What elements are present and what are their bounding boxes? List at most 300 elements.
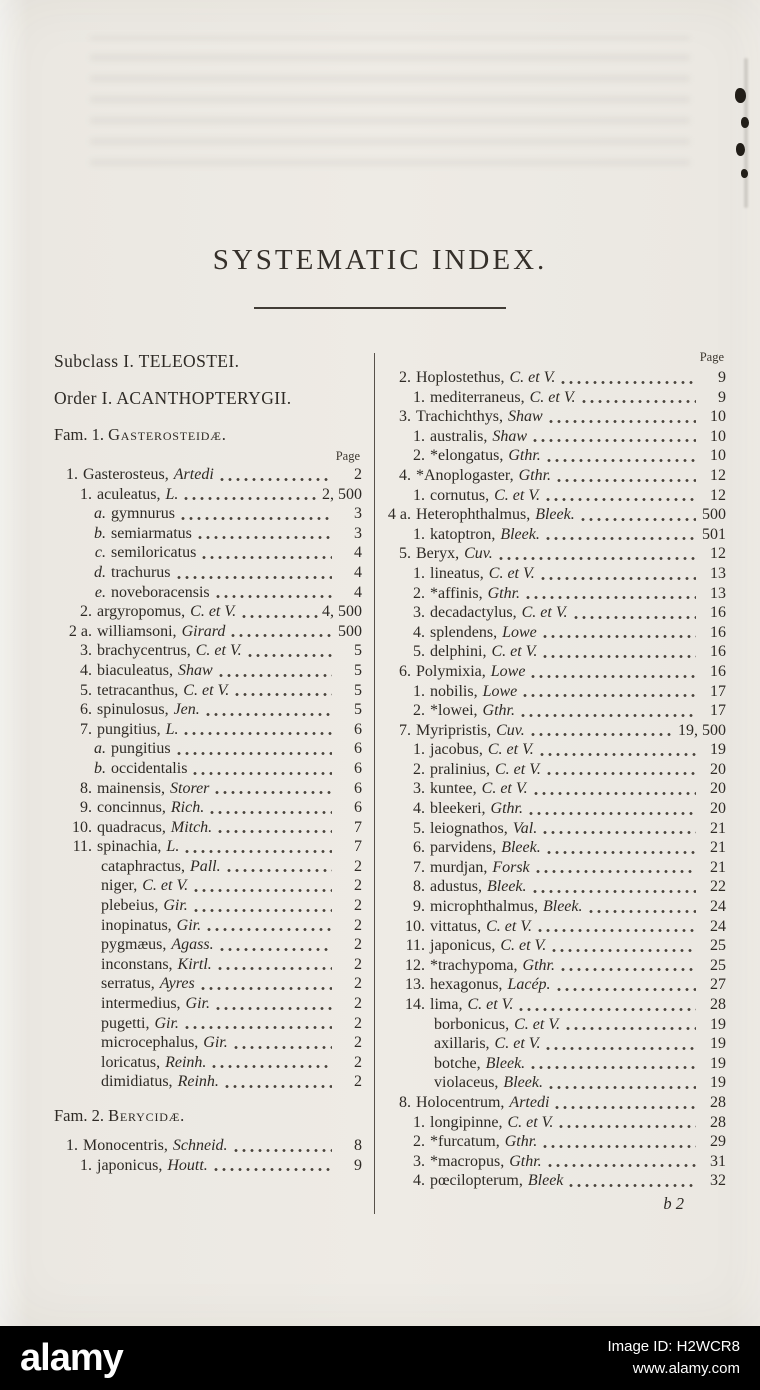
entry-author: Agass. <box>171 936 214 954</box>
entry-number: 3. <box>80 642 92 660</box>
index-entry <box>387 760 726 780</box>
index-entry <box>54 896 362 916</box>
leader-dots <box>218 966 332 971</box>
entry-author: Kirtl. <box>177 955 212 973</box>
leader-dots <box>574 615 696 620</box>
entry-name: adustus, <box>430 878 482 896</box>
entry-author: Lowe <box>490 662 526 680</box>
entry-number: 11. <box>405 937 425 955</box>
entry-page-number: 2 <box>354 1073 362 1091</box>
index-entry <box>54 1053 362 1073</box>
leader-dots <box>216 1006 332 1011</box>
leader-dots <box>248 653 332 658</box>
entry-author: Artedi <box>509 1093 550 1111</box>
entry-number: 4. <box>413 1172 425 1190</box>
entry-name: microcephalus, <box>101 1034 199 1052</box>
index-entry <box>387 368 726 388</box>
entry-number: 4. <box>80 661 92 679</box>
entry-author: Cuv. <box>496 721 525 739</box>
entry-name: delphini, <box>430 643 487 661</box>
entry-author: Jen. <box>173 701 200 719</box>
entry-page-number: 2 <box>354 995 362 1013</box>
entry-name: jacobus, <box>430 741 483 759</box>
entry-author: Houtt. <box>167 1156 208 1174</box>
scan-artifact <box>735 88 746 103</box>
leader-dots <box>220 477 332 482</box>
entry-page-number: 16 <box>710 604 726 622</box>
leader-dots <box>548 1163 696 1168</box>
entry-name: aculeatus, <box>97 485 161 503</box>
index-entry <box>387 975 726 995</box>
entry-page-number: 21 <box>710 819 726 837</box>
entry-author: C. et V. <box>190 603 237 621</box>
scan-artifact <box>736 143 745 156</box>
index-entry <box>387 544 726 564</box>
entry-name: parvidens, <box>430 839 497 857</box>
entry-author: Shaw <box>177 661 213 679</box>
index-entry <box>387 388 726 408</box>
entry-name: Gasterosteus, <box>83 466 169 483</box>
entry-number: 3. <box>413 1152 425 1170</box>
entry-author: Gir. <box>203 1034 228 1052</box>
entry-page-number: 20 <box>710 800 726 818</box>
entry-page-number: 7 <box>354 838 362 856</box>
leader-dots <box>177 575 332 580</box>
entry-page-number: 19 <box>710 1054 726 1072</box>
entry-page-number: 16 <box>710 623 726 641</box>
entry-name: concinnus, <box>97 799 166 817</box>
index-entry <box>387 897 726 917</box>
entry-page-number: 13 <box>710 564 726 582</box>
entry-name: nobilis, <box>430 682 478 700</box>
entry-name: mediterraneus, <box>430 388 525 406</box>
entry-page-number: 3 <box>354 505 362 523</box>
leader-dots <box>531 674 696 679</box>
entry-author: L. <box>165 720 179 738</box>
entry-name: japonicus, <box>97 1156 163 1174</box>
entry-name: Monocentris, <box>83 1137 168 1154</box>
leader-dots <box>201 986 332 991</box>
index-entry <box>54 720 362 740</box>
entry-number: 2. <box>413 760 425 778</box>
entry-name: dimidiatus, <box>101 1073 173 1091</box>
entry-author: C. et V. <box>521 604 568 622</box>
index-entry <box>54 876 362 896</box>
leader-dots <box>555 1105 696 1110</box>
index-entry <box>387 623 726 643</box>
index-entry <box>387 1093 726 1113</box>
entry-author: Shaw <box>507 408 543 426</box>
entry-name: australis, <box>430 427 488 445</box>
index-entry <box>387 466 726 486</box>
entry-author: Girard <box>181 622 226 640</box>
entry-page-number: 16 <box>710 662 726 680</box>
leader-dots <box>533 889 696 894</box>
entry-page-number: 6 <box>354 799 362 817</box>
entry-author: C. et V. <box>529 388 576 406</box>
entry-number: 3. <box>413 604 425 622</box>
entry-number: 8. <box>413 878 425 896</box>
entry-author: Bleek <box>527 1172 564 1190</box>
leader-dots <box>561 967 696 972</box>
entry-number: 7. <box>413 858 425 876</box>
entry-page-number: 10 <box>710 408 726 426</box>
entry-number: 7. <box>80 720 92 738</box>
index-entry <box>54 543 362 563</box>
family-2-name: Berycidæ. <box>108 1106 186 1125</box>
entry-author: Gir. <box>185 995 210 1013</box>
entry-page-number: 2 <box>354 877 362 895</box>
index-entry <box>387 662 726 682</box>
entry-author: Gthr. <box>504 1133 538 1151</box>
column-divider-rule <box>374 353 375 1214</box>
leader-dots <box>582 399 696 404</box>
entry-page-number: 5 <box>354 661 362 679</box>
entry-page-number: 7 <box>354 818 362 836</box>
entry-number: 1. <box>413 682 425 700</box>
entry-page-number: 24 <box>710 917 726 935</box>
family-2-heading <box>54 1106 362 1126</box>
entry-name: spinachia, <box>97 838 162 856</box>
entry-number: d. <box>94 563 106 581</box>
entry-name: Heterophthalmus, <box>416 506 531 524</box>
entry-name: niger, <box>101 877 138 895</box>
entry-name: leiognathos, <box>430 819 508 837</box>
entry-name: quadracus, <box>97 818 166 836</box>
entry-author: Gthr. <box>482 702 515 720</box>
entry-name: tetracanthus, <box>97 681 179 699</box>
entry-author: Val. <box>512 819 538 837</box>
entry-name: pungitius, <box>97 720 161 738</box>
right-column <box>387 351 726 1214</box>
entry-author: Shaw <box>492 427 527 445</box>
entry-name: *lowei, <box>430 702 478 720</box>
index-entry <box>387 1113 726 1133</box>
entry-name: vittatus, <box>430 917 482 935</box>
page-column-label-left: Page <box>335 449 360 463</box>
index-entry <box>387 603 726 623</box>
entry-number: 10. <box>405 917 425 935</box>
index-entry <box>54 524 362 544</box>
alamy-logo: alamy <box>20 1337 123 1379</box>
entry-name: decadactylus, <box>430 604 517 622</box>
leader-dots <box>219 673 332 678</box>
leader-dots <box>538 928 696 933</box>
entry-name: inconstans, <box>101 955 173 973</box>
entry-number: 1. <box>413 1113 425 1131</box>
entry-author: C. et V. <box>494 1035 541 1053</box>
entry-author: C. et V. <box>488 564 535 582</box>
leader-dots <box>198 535 332 540</box>
index-entry <box>387 1015 726 1035</box>
entry-page-number: 4 <box>354 583 362 601</box>
entry-page-number: 22 <box>710 878 726 896</box>
entry-page-number: 21 <box>710 858 726 876</box>
entry-name: splendens, <box>430 623 498 641</box>
entry-number: 1. <box>413 564 425 582</box>
entry-page-number: 6 <box>354 740 362 758</box>
entry-number: 8. <box>399 1093 411 1111</box>
index-entry <box>387 799 726 819</box>
entry-author: C. et V. <box>495 760 541 778</box>
leader-dots <box>234 1045 332 1050</box>
index-entry <box>387 917 726 937</box>
leader-dots <box>193 771 332 776</box>
entry-name: Myripristis, <box>416 721 492 739</box>
entry-number: 5. <box>80 681 92 699</box>
index-entry <box>387 642 726 662</box>
entry-number: a. <box>94 740 106 758</box>
entry-name: cataphractus, <box>101 857 185 875</box>
entry-page-number: 2 <box>354 936 362 954</box>
entry-author: Gthr. <box>490 800 523 818</box>
entry-number: 9. <box>80 799 92 817</box>
leader-dots <box>212 1064 332 1069</box>
leader-dots <box>589 909 696 914</box>
entry-name: violaceus, <box>434 1074 499 1092</box>
entry-number: e. <box>94 583 106 601</box>
index-entry <box>387 486 726 506</box>
entry-author: C. et V. <box>486 917 533 935</box>
leader-dots <box>218 829 332 834</box>
entry-name: axillaris, <box>434 1035 490 1053</box>
entry-author: Schneid. <box>172 1137 228 1154</box>
entry-page-number: 3 <box>354 524 362 542</box>
entry-number: 2. <box>399 369 411 386</box>
entry-page-number: 500 <box>702 506 726 524</box>
entry-name: gymnurus <box>111 505 175 523</box>
entry-number: 14. <box>405 996 425 1013</box>
index-entry <box>387 584 726 604</box>
entry-author: Pall. <box>189 857 221 875</box>
entry-page-number: 13 <box>710 584 726 602</box>
entry-number: 4. <box>399 466 411 484</box>
entry-number: 11. <box>72 838 92 856</box>
leader-dots <box>235 692 332 697</box>
left-column-entries <box>54 465 362 1092</box>
entry-author: Gthr. <box>518 466 552 484</box>
leader-dots <box>184 496 318 501</box>
entry-name: inopinatus, <box>101 916 172 934</box>
index-entry <box>387 564 726 584</box>
entry-page-number: 28 <box>710 996 726 1013</box>
leader-dots <box>543 1144 696 1149</box>
entry-number: 2. <box>413 584 425 602</box>
entry-number: 1. <box>413 388 425 406</box>
entry-page-number: 32 <box>710 1172 726 1190</box>
entry-author: Gir. <box>154 1014 179 1032</box>
entry-author: Reinh. <box>165 1053 207 1071</box>
entry-name: *Anoplogaster, <box>416 466 514 484</box>
entry-page-number: 20 <box>710 760 726 778</box>
entry-page-number: 17 <box>710 702 726 720</box>
entry-name: *furcatum, <box>430 1133 500 1151</box>
leader-dots <box>536 869 696 874</box>
entry-name: serratus, <box>101 975 155 993</box>
title-rule <box>254 307 506 309</box>
entry-author: C. et V. <box>487 741 534 759</box>
leader-dots <box>184 731 332 736</box>
index-entry <box>54 739 362 759</box>
entry-page-number: 9 <box>718 369 726 386</box>
entry-author: C. et V. <box>491 643 538 661</box>
index-entry <box>387 936 726 956</box>
entry-author: Storer <box>170 779 210 797</box>
index-entry <box>387 407 726 427</box>
entry-page-number: 5 <box>354 642 362 660</box>
entry-page-number: 10 <box>710 447 726 465</box>
entry-author: Artedi <box>173 466 214 483</box>
entry-name: occidentalis <box>111 759 188 777</box>
entry-name: intermedius, <box>101 995 181 1013</box>
entry-author: Cuv. <box>464 545 493 563</box>
index-entry <box>387 858 726 878</box>
index-entry <box>54 641 362 661</box>
entry-page-number: 2 <box>354 1053 362 1071</box>
leader-dots <box>207 927 332 932</box>
entry-name: hexagonus, <box>430 976 503 994</box>
entry-name: semiarmatus <box>111 524 192 542</box>
entry-page-number: 19 <box>710 1015 726 1033</box>
entry-page-number: 9 <box>354 1156 362 1174</box>
entry-page-number: 5 <box>354 701 362 719</box>
entry-page-number: 28 <box>710 1093 726 1111</box>
entry-page-number: 2 <box>354 916 362 934</box>
entry-author: Gthr. <box>487 584 521 602</box>
entry-number: 2. <box>80 603 92 621</box>
index-entry <box>54 818 362 838</box>
leader-dots <box>519 1007 696 1012</box>
index-entry <box>54 916 362 936</box>
entry-name: loricatus, <box>101 1053 161 1071</box>
entry-name: katoptron, <box>430 525 496 543</box>
entry-page-number: 2 <box>354 897 362 915</box>
alamy-watermark-bar <box>0 1326 760 1390</box>
entry-name: Polymixia, <box>416 662 486 680</box>
entry-name: japonicus, <box>430 937 496 955</box>
entry-author: C. et V. <box>509 369 556 386</box>
entry-name: trachurus <box>111 563 171 581</box>
order-heading: Order I. ACANTHOPTERYGII. <box>54 388 292 408</box>
entry-name: spinulosus, <box>97 701 169 719</box>
index-entry <box>54 583 362 603</box>
entry-number: b. <box>94 759 106 777</box>
index-entry <box>387 1073 726 1093</box>
entry-author: Lowe <box>482 682 518 700</box>
entry-name: pœcilopterum, <box>430 1172 523 1190</box>
leader-dots <box>546 1046 696 1051</box>
entry-author: L. <box>166 838 180 856</box>
entry-author: C. et V. <box>183 681 230 699</box>
entry-name: plebeius, <box>101 897 159 915</box>
leader-dots <box>557 987 696 992</box>
entry-number: 13. <box>405 976 425 994</box>
entry-name: *macropus, <box>430 1152 505 1170</box>
entry-number: 6. <box>413 839 425 857</box>
entry-page-number: 12 <box>710 545 726 563</box>
index-entry <box>54 563 362 583</box>
entry-page-number: 24 <box>710 898 726 916</box>
leader-dots <box>220 947 332 952</box>
left-column <box>54 351 362 1214</box>
entry-page-number: 20 <box>710 780 726 798</box>
index-entry <box>54 798 362 818</box>
entry-author: Gthr. <box>508 447 541 465</box>
entry-name: murdjan, <box>430 858 488 876</box>
leader-dots <box>499 556 696 561</box>
entry-page-number: 19 <box>710 741 726 759</box>
entry-page-number: 12 <box>710 486 726 504</box>
entry-page-number: 6 <box>354 759 362 777</box>
subclass-heading: Subclass I. TELEOSTEI. <box>54 351 240 371</box>
entry-name: botche, <box>434 1054 481 1072</box>
entry-author: Bleek. <box>535 506 575 524</box>
entry-name: argyropomus, <box>97 603 186 621</box>
leader-dots <box>533 438 696 443</box>
leader-dots <box>194 888 332 893</box>
entry-name: brachycentrus, <box>97 642 191 660</box>
index-entry <box>387 427 726 447</box>
entry-number: 1. <box>66 1137 78 1154</box>
entry-page-number: 4 <box>354 544 362 562</box>
alamy-image-id: Image ID: H2WCR8 <box>607 1338 740 1356</box>
entry-name: *trachypoma, <box>430 956 518 974</box>
family-1-prefix: Fam. 1. <box>54 425 104 444</box>
leader-dots <box>547 850 696 855</box>
index-entry <box>54 935 362 955</box>
leader-dots <box>227 868 332 873</box>
entry-page-number: 5 <box>354 681 362 699</box>
leader-dots <box>557 478 696 483</box>
entry-name: bleekeri, <box>430 800 486 818</box>
entry-author: Rich. <box>170 799 205 817</box>
family-2-prefix: Fam. 2. <box>54 1106 104 1125</box>
entry-number: 4 a. <box>387 506 411 524</box>
entry-number: 1. <box>413 427 425 445</box>
entry-number: 8. <box>80 779 92 797</box>
entry-number: 1. <box>80 1156 92 1174</box>
entry-name: *affinis, <box>430 584 483 602</box>
entry-page-number: 6 <box>354 720 362 738</box>
entry-name: mainensis, <box>97 779 165 797</box>
entry-number: 2. <box>413 447 425 465</box>
entry-page-number: 17 <box>710 682 726 700</box>
entry-page-number: 2 <box>354 857 362 875</box>
entry-author: C. et V. <box>514 1015 561 1033</box>
entry-author: Gthr. <box>509 1152 542 1170</box>
leader-dots <box>547 458 696 463</box>
entry-number: 1. <box>413 525 425 543</box>
entry-number: b. <box>94 524 106 542</box>
entry-author: Bleek. <box>501 839 541 857</box>
entry-name: longipinne, <box>430 1113 503 1131</box>
index-entry <box>387 446 726 466</box>
leader-dots <box>559 1124 696 1129</box>
index-entry <box>387 701 726 721</box>
leader-dots <box>526 595 696 600</box>
scan-artifact <box>741 169 748 178</box>
entry-page-number: 2 <box>354 1034 362 1052</box>
entry-number: 12. <box>405 956 425 974</box>
entry-author: C. et V. <box>142 877 189 895</box>
index-entry <box>54 837 362 857</box>
entry-name: *elongatus, <box>430 447 504 465</box>
index-entry <box>54 1014 362 1034</box>
index-entry <box>387 819 726 839</box>
index-entry <box>54 700 362 720</box>
entry-author: Bleek. <box>485 1054 526 1072</box>
entry-author: Bleek. <box>487 878 527 896</box>
